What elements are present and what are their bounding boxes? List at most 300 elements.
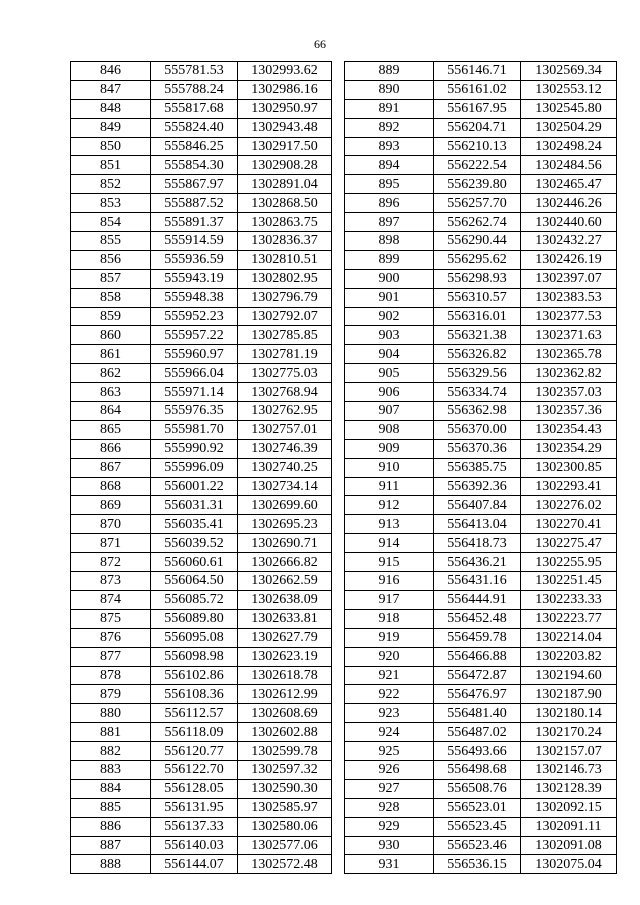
y-coordinate-cell: 1302638.09 [238, 590, 332, 609]
point-number-cell: 881 [71, 723, 151, 742]
point-number-cell: 901 [345, 288, 434, 307]
table-row [345, 572, 617, 591]
x-coordinate-cell: 555846.25 [151, 137, 238, 156]
x-coordinate-cell: 556326.82 [434, 345, 521, 364]
y-coordinate-cell: 1302785.85 [238, 326, 332, 345]
x-coordinate-cell: 556085.72 [151, 590, 238, 609]
coordinates-table-right-body [345, 62, 617, 874]
x-coordinate-cell: 555887.52 [151, 194, 238, 213]
point-number-cell: 850 [71, 137, 151, 156]
point-number-cell: 919 [345, 628, 434, 647]
point-number-cell: 848 [71, 99, 151, 118]
table-row [71, 137, 332, 156]
table-row [71, 609, 332, 628]
y-coordinate-cell: 1302293.41 [521, 477, 617, 496]
x-coordinate-cell: 555854.30 [151, 156, 238, 175]
y-coordinate-cell: 1302662.59 [238, 572, 332, 591]
point-number-cell: 885 [71, 798, 151, 817]
point-number-cell: 891 [345, 99, 434, 118]
point-number-cell: 882 [71, 742, 151, 761]
x-coordinate-cell: 556321.38 [434, 326, 521, 345]
x-coordinate-cell: 556459.78 [434, 628, 521, 647]
table-row [71, 213, 332, 232]
table-row [345, 364, 617, 383]
point-number-cell: 884 [71, 779, 151, 798]
y-coordinate-cell: 1302768.94 [238, 383, 332, 402]
point-number-cell: 879 [71, 685, 151, 704]
x-coordinate-cell: 556472.87 [434, 666, 521, 685]
x-coordinate-cell: 556385.75 [434, 458, 521, 477]
table-row [71, 779, 332, 798]
x-coordinate-cell: 556161.02 [434, 80, 521, 99]
y-coordinate-cell: 1302233.33 [521, 590, 617, 609]
point-number-cell: 866 [71, 439, 151, 458]
x-coordinate-cell: 555788.24 [151, 80, 238, 99]
x-coordinate-cell: 556120.77 [151, 742, 238, 761]
point-number-cell: 926 [345, 760, 434, 779]
point-number-cell: 869 [71, 496, 151, 515]
table-row [71, 590, 332, 609]
point-number-cell: 914 [345, 534, 434, 553]
y-coordinate-cell: 1302440.60 [521, 213, 617, 232]
y-coordinate-cell: 1302091.11 [521, 817, 617, 836]
y-coordinate-cell: 1302270.41 [521, 515, 617, 534]
x-coordinate-cell: 556102.86 [151, 666, 238, 685]
y-coordinate-cell: 1302633.81 [238, 609, 332, 628]
point-number-cell: 906 [345, 383, 434, 402]
y-coordinate-cell: 1302986.16 [238, 80, 332, 99]
point-number-cell: 910 [345, 458, 434, 477]
y-coordinate-cell: 1302194.60 [521, 666, 617, 685]
point-number-cell: 888 [71, 855, 151, 874]
table-row [345, 383, 617, 402]
table-row [345, 836, 617, 855]
point-number-cell: 878 [71, 666, 151, 685]
y-coordinate-cell: 1302214.04 [521, 628, 617, 647]
y-coordinate-cell: 1302792.07 [238, 307, 332, 326]
table-row [345, 855, 617, 874]
point-number-cell: 902 [345, 307, 434, 326]
x-coordinate-cell: 556392.36 [434, 477, 521, 496]
table-row [71, 458, 332, 477]
y-coordinate-cell: 1302612.99 [238, 685, 332, 704]
table-row [345, 628, 617, 647]
x-coordinate-cell: 556413.04 [434, 515, 521, 534]
table-row [345, 534, 617, 553]
y-coordinate-cell: 1302623.19 [238, 647, 332, 666]
point-number-cell: 862 [71, 364, 151, 383]
x-coordinate-cell: 556222.54 [434, 156, 521, 175]
y-coordinate-cell: 1302357.03 [521, 383, 617, 402]
table-row [345, 213, 617, 232]
point-number-cell: 852 [71, 175, 151, 194]
x-coordinate-cell: 555824.40 [151, 118, 238, 137]
x-coordinate-cell: 556262.74 [434, 213, 521, 232]
table-row [71, 439, 332, 458]
point-number-cell: 928 [345, 798, 434, 817]
x-coordinate-cell: 556466.88 [434, 647, 521, 666]
x-coordinate-cell: 555960.97 [151, 345, 238, 364]
table-row [345, 194, 617, 213]
table-row [345, 647, 617, 666]
point-number-cell: 874 [71, 590, 151, 609]
y-coordinate-cell: 1302300.85 [521, 458, 617, 477]
x-coordinate-cell: 556298.93 [434, 269, 521, 288]
point-number-cell: 857 [71, 269, 151, 288]
y-coordinate-cell: 1302446.26 [521, 194, 617, 213]
y-coordinate-cell: 1302223.77 [521, 609, 617, 628]
table-row [71, 345, 332, 364]
table-row [345, 288, 617, 307]
y-coordinate-cell: 1302553.12 [521, 80, 617, 99]
point-number-cell: 855 [71, 232, 151, 251]
x-coordinate-cell: 556523.45 [434, 817, 521, 836]
y-coordinate-cell: 1302572.48 [238, 855, 332, 874]
point-number-cell: 912 [345, 496, 434, 515]
table-row [345, 760, 617, 779]
table-row [71, 704, 332, 723]
y-coordinate-cell: 1302757.01 [238, 420, 332, 439]
x-coordinate-cell: 556334.74 [434, 383, 521, 402]
point-number-cell: 923 [345, 704, 434, 723]
x-coordinate-cell: 556128.05 [151, 779, 238, 798]
point-number-cell: 924 [345, 723, 434, 742]
table-row [345, 80, 617, 99]
x-coordinate-cell: 556316.01 [434, 307, 521, 326]
point-number-cell: 876 [71, 628, 151, 647]
point-number-cell: 911 [345, 477, 434, 496]
table-row [345, 402, 617, 421]
y-coordinate-cell: 1302251.45 [521, 572, 617, 591]
point-number-cell: 927 [345, 779, 434, 798]
y-coordinate-cell: 1302157.07 [521, 742, 617, 761]
y-coordinate-cell: 1302618.78 [238, 666, 332, 685]
x-coordinate-cell: 555971.14 [151, 383, 238, 402]
table-row [345, 742, 617, 761]
table-row [345, 307, 617, 326]
y-coordinate-cell: 1302426.19 [521, 250, 617, 269]
table-row [71, 496, 332, 515]
y-coordinate-cell: 1302498.24 [521, 137, 617, 156]
x-coordinate-cell: 555948.38 [151, 288, 238, 307]
x-coordinate-cell: 556239.80 [434, 175, 521, 194]
point-number-cell: 893 [345, 137, 434, 156]
y-coordinate-cell: 1302504.29 [521, 118, 617, 137]
x-coordinate-cell: 556108.36 [151, 685, 238, 704]
y-coordinate-cell: 1302180.14 [521, 704, 617, 723]
table-row [345, 420, 617, 439]
table-row [71, 80, 332, 99]
y-coordinate-cell: 1302091.08 [521, 836, 617, 855]
x-coordinate-cell: 556329.56 [434, 364, 521, 383]
y-coordinate-cell: 1302465.47 [521, 175, 617, 194]
x-coordinate-cell: 556523.46 [434, 836, 521, 855]
x-coordinate-cell: 556295.62 [434, 250, 521, 269]
point-number-cell: 880 [71, 704, 151, 723]
table-row [345, 118, 617, 137]
table-row [71, 99, 332, 118]
point-number-cell: 900 [345, 269, 434, 288]
x-coordinate-cell: 555781.53 [151, 62, 238, 81]
x-coordinate-cell: 556523.01 [434, 798, 521, 817]
point-number-cell: 930 [345, 836, 434, 855]
y-coordinate-cell: 1302863.75 [238, 213, 332, 232]
table-row [345, 723, 617, 742]
x-coordinate-cell: 556204.71 [434, 118, 521, 137]
table-row [71, 534, 332, 553]
table-row [71, 572, 332, 591]
y-coordinate-cell: 1302775.03 [238, 364, 332, 383]
point-number-cell: 853 [71, 194, 151, 213]
table-row [71, 666, 332, 685]
point-number-cell: 917 [345, 590, 434, 609]
x-coordinate-cell: 556436.21 [434, 553, 521, 572]
y-coordinate-cell: 1302868.50 [238, 194, 332, 213]
y-coordinate-cell: 1302187.90 [521, 685, 617, 704]
table-row [345, 779, 617, 798]
table-row [345, 62, 617, 81]
x-coordinate-cell: 556362.98 [434, 402, 521, 421]
y-coordinate-cell: 1302762.95 [238, 402, 332, 421]
table-row [345, 439, 617, 458]
point-number-cell: 861 [71, 345, 151, 364]
table-row [345, 137, 617, 156]
table-row [345, 496, 617, 515]
y-coordinate-cell: 1302627.79 [238, 628, 332, 647]
x-coordinate-cell: 556098.98 [151, 647, 238, 666]
point-number-cell: 856 [71, 250, 151, 269]
point-number-cell: 913 [345, 515, 434, 534]
y-coordinate-cell: 1302602.88 [238, 723, 332, 742]
y-coordinate-cell: 1302585.97 [238, 798, 332, 817]
table-row [71, 723, 332, 742]
y-coordinate-cell: 1302666.82 [238, 553, 332, 572]
y-coordinate-cell: 1302569.34 [521, 62, 617, 81]
point-number-cell: 894 [345, 156, 434, 175]
table-row [345, 553, 617, 572]
table-row [71, 817, 332, 836]
point-number-cell: 883 [71, 760, 151, 779]
y-coordinate-cell: 1302908.28 [238, 156, 332, 175]
point-number-cell: 867 [71, 458, 151, 477]
y-coordinate-cell: 1302597.32 [238, 760, 332, 779]
y-coordinate-cell: 1302695.23 [238, 515, 332, 534]
x-coordinate-cell: 556431.16 [434, 572, 521, 591]
point-number-cell: 889 [345, 62, 434, 81]
y-coordinate-cell: 1302354.29 [521, 439, 617, 458]
table-row [71, 685, 332, 704]
x-coordinate-cell: 556508.76 [434, 779, 521, 798]
coordinates-table-right [344, 61, 617, 874]
point-number-cell: 877 [71, 647, 151, 666]
point-number-cell: 895 [345, 175, 434, 194]
point-number-cell: 916 [345, 572, 434, 591]
point-number-cell: 859 [71, 307, 151, 326]
y-coordinate-cell: 1302275.47 [521, 534, 617, 553]
x-coordinate-cell: 555976.35 [151, 402, 238, 421]
x-coordinate-cell: 556001.22 [151, 477, 238, 496]
table-row [71, 855, 332, 874]
y-coordinate-cell: 1302796.79 [238, 288, 332, 307]
table-row [345, 232, 617, 251]
point-number-cell: 925 [345, 742, 434, 761]
table-row [71, 383, 332, 402]
x-coordinate-cell: 556035.41 [151, 515, 238, 534]
x-coordinate-cell: 556257.70 [434, 194, 521, 213]
point-number-cell: 851 [71, 156, 151, 175]
point-number-cell: 922 [345, 685, 434, 704]
table-row [345, 99, 617, 118]
table-row [71, 402, 332, 421]
x-coordinate-cell: 556290.44 [434, 232, 521, 251]
point-number-cell: 872 [71, 553, 151, 572]
table-row [71, 232, 332, 251]
point-number-cell: 858 [71, 288, 151, 307]
x-coordinate-cell: 556418.73 [434, 534, 521, 553]
y-coordinate-cell: 1302993.62 [238, 62, 332, 81]
x-coordinate-cell: 556137.33 [151, 817, 238, 836]
y-coordinate-cell: 1302397.07 [521, 269, 617, 288]
point-number-cell: 846 [71, 62, 151, 81]
point-number-cell: 887 [71, 836, 151, 855]
y-coordinate-cell: 1302203.82 [521, 647, 617, 666]
y-coordinate-cell: 1302599.78 [238, 742, 332, 761]
y-coordinate-cell: 1302699.60 [238, 496, 332, 515]
x-coordinate-cell: 556095.08 [151, 628, 238, 647]
x-coordinate-cell: 556487.02 [434, 723, 521, 742]
x-coordinate-cell: 556060.61 [151, 553, 238, 572]
table-row [71, 364, 332, 383]
y-coordinate-cell: 1302484.56 [521, 156, 617, 175]
y-coordinate-cell: 1302950.97 [238, 99, 332, 118]
x-coordinate-cell: 556452.48 [434, 609, 521, 628]
coordinates-table-left [70, 61, 332, 874]
y-coordinate-cell: 1302432.27 [521, 232, 617, 251]
x-coordinate-cell: 555966.04 [151, 364, 238, 383]
x-coordinate-cell: 555990.92 [151, 439, 238, 458]
table-row [345, 326, 617, 345]
y-coordinate-cell: 1302146.73 [521, 760, 617, 779]
table-row [71, 118, 332, 137]
table-row [345, 590, 617, 609]
x-coordinate-cell: 555981.70 [151, 420, 238, 439]
table-row [345, 458, 617, 477]
y-coordinate-cell: 1302371.63 [521, 326, 617, 345]
x-coordinate-cell: 556146.71 [434, 62, 521, 81]
x-coordinate-cell: 556481.40 [434, 704, 521, 723]
y-coordinate-cell: 1302128.39 [521, 779, 617, 798]
x-coordinate-cell: 556536.15 [434, 855, 521, 874]
y-coordinate-cell: 1302545.80 [521, 99, 617, 118]
y-coordinate-cell: 1302810.51 [238, 250, 332, 269]
x-coordinate-cell: 556140.03 [151, 836, 238, 855]
table-row [71, 515, 332, 534]
x-coordinate-cell: 556493.66 [434, 742, 521, 761]
x-coordinate-cell: 556210.13 [434, 137, 521, 156]
x-coordinate-cell: 555936.59 [151, 250, 238, 269]
point-number-cell: 903 [345, 326, 434, 345]
x-coordinate-cell: 556144.07 [151, 855, 238, 874]
point-number-cell: 918 [345, 609, 434, 628]
x-coordinate-cell: 555996.09 [151, 458, 238, 477]
x-coordinate-cell: 556167.95 [434, 99, 521, 118]
table-row [71, 647, 332, 666]
x-coordinate-cell: 555891.37 [151, 213, 238, 232]
y-coordinate-cell: 1302580.06 [238, 817, 332, 836]
y-coordinate-cell: 1302836.37 [238, 232, 332, 251]
point-number-cell: 908 [345, 420, 434, 439]
x-coordinate-cell: 556112.57 [151, 704, 238, 723]
y-coordinate-cell: 1302276.02 [521, 496, 617, 515]
table-row [345, 609, 617, 628]
y-coordinate-cell: 1302383.53 [521, 288, 617, 307]
point-number-cell: 870 [71, 515, 151, 534]
point-number-cell: 907 [345, 402, 434, 421]
y-coordinate-cell: 1302075.04 [521, 855, 617, 874]
point-number-cell: 886 [71, 817, 151, 836]
table-row [345, 156, 617, 175]
point-number-cell: 890 [345, 80, 434, 99]
y-coordinate-cell: 1302917.50 [238, 137, 332, 156]
coordinates-table-left-body [71, 62, 332, 874]
point-number-cell: 892 [345, 118, 434, 137]
point-number-cell: 864 [71, 402, 151, 421]
table-row [71, 250, 332, 269]
x-coordinate-cell: 556407.84 [434, 496, 521, 515]
point-number-cell: 921 [345, 666, 434, 685]
y-coordinate-cell: 1302734.14 [238, 477, 332, 496]
table-row [71, 288, 332, 307]
x-coordinate-cell: 555914.59 [151, 232, 238, 251]
point-number-cell: 873 [71, 572, 151, 591]
point-number-cell: 865 [71, 420, 151, 439]
table-row [345, 345, 617, 364]
table-row [71, 553, 332, 572]
point-number-cell: 915 [345, 553, 434, 572]
x-coordinate-cell: 556444.91 [434, 590, 521, 609]
x-coordinate-cell: 556498.68 [434, 760, 521, 779]
table-row [345, 817, 617, 836]
y-coordinate-cell: 1302746.39 [238, 439, 332, 458]
x-coordinate-cell: 556131.95 [151, 798, 238, 817]
y-coordinate-cell: 1302740.25 [238, 458, 332, 477]
point-number-cell: 920 [345, 647, 434, 666]
y-coordinate-cell: 1302354.43 [521, 420, 617, 439]
y-coordinate-cell: 1302365.78 [521, 345, 617, 364]
y-coordinate-cell: 1302943.48 [238, 118, 332, 137]
y-coordinate-cell: 1302690.71 [238, 534, 332, 553]
y-coordinate-cell: 1302362.82 [521, 364, 617, 383]
x-coordinate-cell: 556122.70 [151, 760, 238, 779]
y-coordinate-cell: 1302357.36 [521, 402, 617, 421]
table-row [71, 628, 332, 647]
table-row [71, 326, 332, 345]
point-number-cell: 868 [71, 477, 151, 496]
point-number-cell: 863 [71, 383, 151, 402]
table-row [345, 477, 617, 496]
point-number-cell: 854 [71, 213, 151, 232]
point-number-cell: 931 [345, 855, 434, 874]
table-row [71, 420, 332, 439]
table-row [345, 798, 617, 817]
x-coordinate-cell: 555952.23 [151, 307, 238, 326]
y-coordinate-cell: 1302608.69 [238, 704, 332, 723]
point-number-cell: 899 [345, 250, 434, 269]
point-number-cell: 905 [345, 364, 434, 383]
point-number-cell: 849 [71, 118, 151, 137]
table-row [345, 666, 617, 685]
table-row [345, 250, 617, 269]
